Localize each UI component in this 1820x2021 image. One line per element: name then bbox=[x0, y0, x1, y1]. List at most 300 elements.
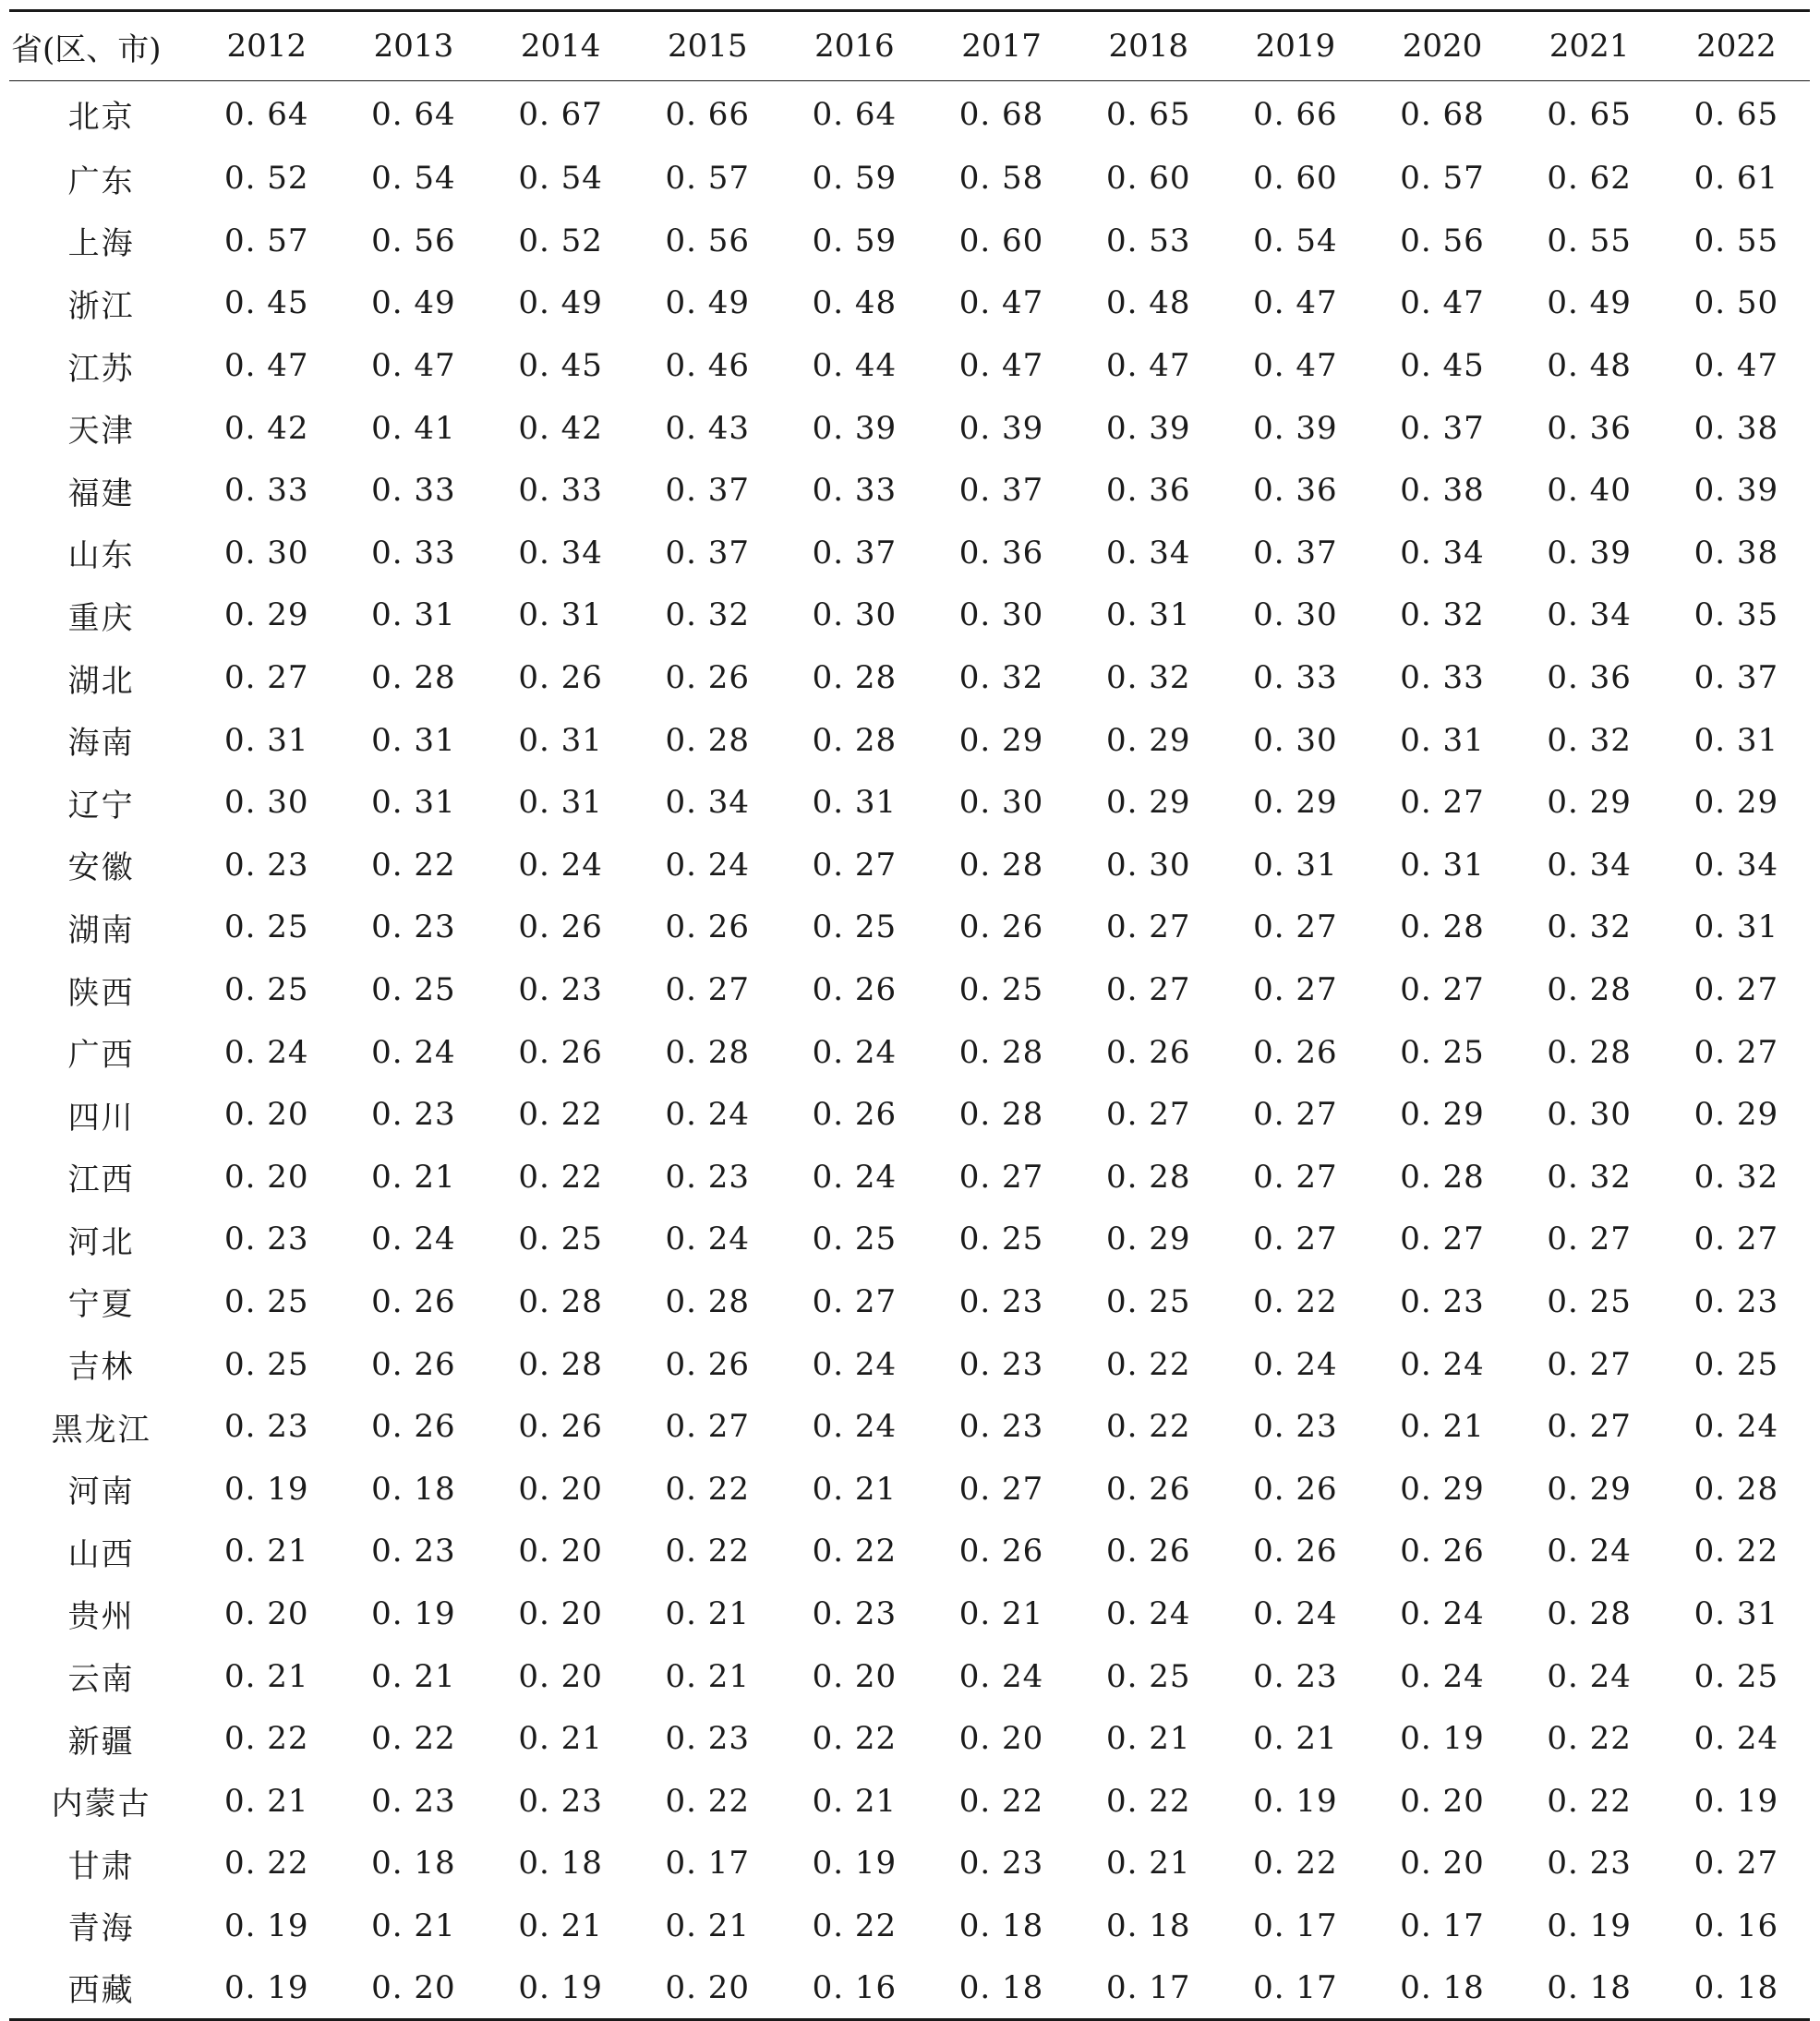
value-cell: 0. 28 bbox=[518, 1282, 603, 1320]
province-cell: 西藏 bbox=[9, 1957, 193, 2020]
value-cell: 0. 32 bbox=[1400, 596, 1485, 634]
value-cell: 0. 30 bbox=[812, 596, 898, 634]
value-cell: 0. 21 bbox=[224, 1782, 309, 1820]
value-cell: 0. 21 bbox=[665, 1594, 750, 1632]
value-cell: 0. 29 bbox=[1547, 1470, 1632, 1508]
value-cell: 0. 34 bbox=[1693, 846, 1779, 884]
province-cell: 浙江 bbox=[67, 287, 135, 325]
value-cell: 0. 21 bbox=[371, 1657, 456, 1695]
header-year: 2017 bbox=[928, 11, 1075, 81]
value-cell: 0. 28 bbox=[665, 1282, 750, 1320]
header-year: 2012 bbox=[193, 11, 340, 81]
value-cell: 0. 26 bbox=[518, 659, 603, 697]
value-cell: 0. 24 bbox=[1105, 1594, 1191, 1632]
value-cell: 0. 47 bbox=[1105, 347, 1191, 385]
value-cell: 0. 38 bbox=[1400, 472, 1485, 510]
value-cell: 0. 29 bbox=[1253, 784, 1338, 822]
value-cell: 0. 66 bbox=[1253, 95, 1338, 133]
province-cell: 江西 bbox=[67, 1161, 135, 1199]
value-cell: 0. 43 bbox=[665, 409, 750, 447]
value-cell: 0. 37 bbox=[665, 472, 750, 510]
value-cell: 0. 55 bbox=[1547, 222, 1632, 259]
province-cell: 内蒙古 bbox=[51, 1786, 151, 1823]
value-cell: 0. 28 bbox=[958, 1096, 1044, 1134]
value-cell: 0. 21 bbox=[518, 1907, 603, 1944]
province-cell: 广西 bbox=[67, 1037, 135, 1075]
table-header bbox=[9, 11, 1810, 81]
value-cell: 0. 37 bbox=[665, 534, 750, 571]
value-cell: 0. 22 bbox=[518, 1096, 603, 1134]
value-cell: 0. 19 bbox=[371, 1594, 456, 1632]
value-cell: 0. 20 bbox=[1400, 1782, 1485, 1820]
value-cell: 0. 31 bbox=[1253, 846, 1338, 884]
header-year: 2021 bbox=[1516, 11, 1663, 81]
province-cell: 甘肃 bbox=[67, 1847, 135, 1885]
value-cell: 0. 23 bbox=[371, 1533, 456, 1570]
value-cell: 0. 29 bbox=[1105, 1221, 1191, 1258]
value-cell: 0. 27 bbox=[1105, 908, 1191, 946]
value-cell: 0. 25 bbox=[224, 908, 309, 946]
value-cell: 0. 27 bbox=[224, 659, 309, 697]
value-cell: 0. 60 bbox=[1253, 160, 1338, 198]
value-cell: 0. 18 bbox=[928, 1957, 1075, 2020]
value-cell: 0. 23 bbox=[224, 1408, 309, 1446]
province-cell: 福建 bbox=[67, 475, 135, 512]
value-cell: 0. 26 bbox=[1105, 1470, 1191, 1508]
value-cell: 0. 29 bbox=[1693, 784, 1779, 822]
value-cell: 0. 22 bbox=[1105, 1345, 1191, 1383]
table-row bbox=[9, 1645, 1810, 1708]
province-cell: 四川 bbox=[67, 1099, 135, 1137]
value-cell: 0. 18 bbox=[371, 1845, 456, 1883]
value-cell: 0. 29 bbox=[1400, 1470, 1485, 1508]
province-cell: 吉林 bbox=[67, 1349, 135, 1387]
value-cell: 0. 16 bbox=[1693, 1907, 1779, 1944]
value-cell: 0. 29 bbox=[1693, 1096, 1779, 1134]
value-cell: 0. 28 bbox=[1547, 971, 1632, 1009]
header-year: 2018 bbox=[1075, 11, 1222, 81]
table-row bbox=[9, 1083, 1810, 1146]
value-cell: 0. 56 bbox=[665, 222, 750, 259]
value-cell: 0. 24 bbox=[518, 846, 603, 884]
value-cell: 0. 28 bbox=[958, 846, 1044, 884]
value-cell: 0. 36 bbox=[1105, 472, 1191, 510]
value-cell: 0. 29 bbox=[1105, 784, 1191, 822]
value-cell: 0. 25 bbox=[958, 971, 1044, 1009]
value-cell: 0. 60 bbox=[1105, 160, 1191, 198]
value-cell: 0. 27 bbox=[1693, 1845, 1779, 1883]
province-cell: 海南 bbox=[67, 725, 135, 763]
value-cell: 0. 57 bbox=[224, 222, 309, 259]
value-cell: 0. 22 bbox=[371, 1720, 456, 1758]
province-cell: 青海 bbox=[67, 1910, 135, 1948]
value-cell: 0. 47 bbox=[1253, 284, 1338, 322]
value-cell: 0. 39 bbox=[812, 409, 898, 447]
value-cell: 0. 27 bbox=[1253, 1221, 1338, 1258]
province-cell: 山东 bbox=[67, 537, 135, 575]
value-cell: 0. 24 bbox=[665, 1221, 750, 1258]
value-cell: 0. 26 bbox=[665, 659, 750, 697]
value-cell: 0. 23 bbox=[1253, 1408, 1338, 1446]
value-cell: 0. 27 bbox=[1400, 784, 1485, 822]
value-cell: 0. 31 bbox=[371, 784, 456, 822]
value-cell: 0. 53 bbox=[1105, 222, 1191, 259]
value-cell: 0. 22 bbox=[812, 1533, 898, 1570]
value-cell: 0. 20 bbox=[518, 1594, 603, 1632]
value-cell: 0. 27 bbox=[1693, 971, 1779, 1009]
value-cell: 0. 28 bbox=[1547, 1033, 1632, 1071]
value-cell: 0. 21 bbox=[812, 1782, 898, 1820]
value-cell: 0. 37 bbox=[1693, 659, 1779, 697]
value-cell: 0. 22 bbox=[224, 1720, 309, 1758]
province-cell: 云南 bbox=[67, 1661, 135, 1699]
value-cell: 0. 28 bbox=[518, 1345, 603, 1383]
value-cell: 0. 25 bbox=[1693, 1657, 1779, 1695]
value-cell: 0. 32 bbox=[1693, 1158, 1779, 1196]
value-cell: 0. 26 bbox=[958, 908, 1044, 946]
province-cell: 广东 bbox=[67, 162, 135, 200]
value-cell: 0. 23 bbox=[958, 1345, 1044, 1383]
value-cell: 0. 28 bbox=[1693, 1470, 1779, 1508]
value-cell: 0. 31 bbox=[371, 596, 456, 634]
value-cell: 0. 31 bbox=[1693, 1594, 1779, 1632]
value-cell: 0. 61 bbox=[1693, 160, 1779, 198]
value-cell: 0. 32 bbox=[665, 596, 750, 634]
value-cell: 0. 41 bbox=[371, 409, 456, 447]
value-cell: 0. 26 bbox=[812, 971, 898, 1009]
value-cell: 0. 45 bbox=[518, 347, 603, 385]
value-cell: 0. 49 bbox=[1547, 284, 1632, 322]
value-cell: 0. 27 bbox=[812, 1282, 898, 1320]
value-cell: 0. 24 bbox=[1693, 1720, 1779, 1758]
value-cell: 0. 20 bbox=[224, 1096, 309, 1134]
value-cell: 0. 31 bbox=[1693, 908, 1779, 946]
value-cell: 0. 57 bbox=[1400, 160, 1485, 198]
value-cell: 0. 28 bbox=[1400, 908, 1485, 946]
value-cell: 0. 22 bbox=[1253, 1845, 1338, 1883]
value-cell: 0. 19 bbox=[488, 1957, 634, 2020]
table-row bbox=[9, 834, 1810, 896]
value-cell: 0. 33 bbox=[224, 472, 309, 510]
value-cell: 0. 59 bbox=[812, 222, 898, 259]
value-cell: 0. 31 bbox=[224, 721, 309, 759]
value-cell: 0. 33 bbox=[1253, 659, 1338, 697]
value-cell: 0. 45 bbox=[224, 284, 309, 322]
value-cell: 0. 25 bbox=[1400, 1033, 1485, 1071]
table-row bbox=[9, 1895, 1810, 1957]
value-cell: 0. 25 bbox=[1547, 1282, 1632, 1320]
province-cell: 陕西 bbox=[67, 974, 135, 1012]
value-cell: 0. 34 bbox=[665, 784, 750, 822]
value-cell: 0. 23 bbox=[958, 1408, 1044, 1446]
value-cell: 0. 25 bbox=[812, 908, 898, 946]
value-cell: 0. 17 bbox=[1253, 1907, 1338, 1944]
value-cell: 0. 20 bbox=[1400, 1845, 1485, 1883]
value-cell: 0. 27 bbox=[958, 1470, 1044, 1508]
table-row bbox=[9, 1021, 1810, 1084]
value-cell: 0. 20 bbox=[224, 1594, 309, 1632]
value-cell: 0. 23 bbox=[1547, 1845, 1632, 1883]
value-cell: 0. 34 bbox=[1105, 534, 1191, 571]
table-row bbox=[9, 1957, 1810, 2020]
value-cell: 0. 27 bbox=[1400, 971, 1485, 1009]
value-cell: 0. 52 bbox=[224, 160, 309, 198]
header-year: 2019 bbox=[1222, 11, 1368, 81]
value-cell: 0. 21 bbox=[665, 1907, 750, 1944]
province-cell: 宁夏 bbox=[67, 1286, 135, 1324]
value-cell: 0. 23 bbox=[371, 1782, 456, 1820]
table-row bbox=[9, 896, 1810, 959]
value-cell: 0. 32 bbox=[958, 659, 1044, 697]
value-cell: 0. 59 bbox=[812, 160, 898, 198]
value-cell: 0. 48 bbox=[812, 284, 898, 322]
value-cell: 0. 23 bbox=[1693, 1282, 1779, 1320]
value-cell: 0. 21 bbox=[518, 1720, 603, 1758]
header-year: 2015 bbox=[634, 11, 781, 81]
value-cell: 0. 24 bbox=[812, 1033, 898, 1071]
value-cell: 0. 25 bbox=[518, 1221, 603, 1258]
table-row bbox=[9, 1333, 1810, 1396]
value-cell: 0. 39 bbox=[1547, 534, 1632, 571]
value-cell: 0. 17 bbox=[1400, 1907, 1485, 1944]
value-cell: 0. 19 bbox=[1400, 1720, 1485, 1758]
value-cell: 0. 24 bbox=[665, 1096, 750, 1134]
value-cell: 0. 33 bbox=[812, 472, 898, 510]
value-cell: 0. 25 bbox=[812, 1221, 898, 1258]
value-cell: 0. 25 bbox=[958, 1221, 1044, 1258]
value-cell: 0. 56 bbox=[1400, 222, 1485, 259]
value-cell: 0. 26 bbox=[958, 1533, 1044, 1570]
value-cell: 0. 66 bbox=[665, 95, 750, 133]
value-cell: 0. 27 bbox=[958, 1158, 1044, 1196]
value-cell: 0. 18 bbox=[1516, 1957, 1663, 2020]
table-row bbox=[9, 1395, 1810, 1458]
table-row bbox=[9, 584, 1810, 647]
value-cell: 0. 21 bbox=[1253, 1720, 1338, 1758]
province-cell: 辽宁 bbox=[67, 787, 135, 824]
province-cell: 安徽 bbox=[67, 849, 135, 887]
value-cell: 0. 58 bbox=[958, 160, 1044, 198]
value-cell: 0. 32 bbox=[1547, 908, 1632, 946]
value-cell: 0. 27 bbox=[1547, 1221, 1632, 1258]
value-cell: 0. 25 bbox=[1693, 1345, 1779, 1383]
value-cell: 0. 24 bbox=[958, 1657, 1044, 1695]
table-body bbox=[9, 81, 1810, 2020]
value-cell: 0. 19 bbox=[224, 1470, 309, 1508]
value-cell: 0. 29 bbox=[1547, 784, 1632, 822]
table-row bbox=[9, 1582, 1810, 1645]
table-row bbox=[9, 1833, 1810, 1895]
province-cell: 贵州 bbox=[67, 1598, 135, 1636]
value-cell: 0. 31 bbox=[518, 784, 603, 822]
value-cell: 0. 24 bbox=[371, 1221, 456, 1258]
value-cell: 0. 27 bbox=[1253, 1158, 1338, 1196]
value-cell: 0. 34 bbox=[1547, 596, 1632, 634]
value-cell: 0. 52 bbox=[518, 222, 603, 259]
table-row bbox=[9, 1209, 1810, 1271]
value-cell: 0. 26 bbox=[371, 1282, 456, 1320]
value-cell: 0. 26 bbox=[371, 1408, 456, 1446]
table-row bbox=[9, 1146, 1810, 1209]
value-cell: 0. 20 bbox=[958, 1720, 1044, 1758]
value-cell: 0. 18 bbox=[1368, 1957, 1515, 2020]
value-cell: 0. 28 bbox=[1547, 1594, 1632, 1632]
value-cell: 0. 36 bbox=[1547, 659, 1632, 697]
value-cell: 0. 27 bbox=[1693, 1221, 1779, 1258]
value-cell: 0. 17 bbox=[1222, 1957, 1368, 2020]
value-cell: 0. 21 bbox=[1400, 1408, 1485, 1446]
value-cell: 0. 20 bbox=[518, 1657, 603, 1695]
value-cell: 0. 28 bbox=[1105, 1158, 1191, 1196]
value-cell: 0. 34 bbox=[1547, 846, 1632, 884]
value-cell: 0. 68 bbox=[1400, 95, 1485, 133]
value-cell: 0. 31 bbox=[812, 784, 898, 822]
value-cell: 0. 26 bbox=[1105, 1033, 1191, 1071]
table-row bbox=[9, 1521, 1810, 1583]
value-cell: 0. 28 bbox=[812, 659, 898, 697]
value-cell: 0. 24 bbox=[371, 1033, 456, 1071]
value-cell: 0. 17 bbox=[1075, 1957, 1222, 2020]
value-cell: 0. 17 bbox=[665, 1845, 750, 1883]
value-cell: 0. 23 bbox=[224, 846, 309, 884]
province-cell: 新疆 bbox=[67, 1723, 135, 1761]
value-cell: 0. 23 bbox=[812, 1594, 898, 1632]
value-cell: 0. 26 bbox=[665, 1345, 750, 1383]
table-row bbox=[9, 771, 1810, 834]
province-cell: 河南 bbox=[67, 1474, 135, 1511]
value-cell: 0. 35 bbox=[1693, 596, 1779, 634]
value-cell: 0. 22 bbox=[1693, 1533, 1779, 1570]
value-cell: 0. 68 bbox=[958, 95, 1044, 133]
province-cell: 湖北 bbox=[67, 662, 135, 700]
value-cell: 0. 23 bbox=[958, 1282, 1044, 1320]
header-year: 2016 bbox=[781, 11, 928, 81]
value-cell: 0. 28 bbox=[1400, 1158, 1485, 1196]
value-cell: 0. 19 bbox=[1547, 1907, 1632, 1944]
value-cell: 0. 47 bbox=[958, 347, 1044, 385]
value-cell: 0. 21 bbox=[371, 1907, 456, 1944]
value-cell: 0. 30 bbox=[224, 534, 309, 571]
value-cell: 0. 20 bbox=[812, 1657, 898, 1695]
value-cell: 0. 27 bbox=[1547, 1408, 1632, 1446]
value-cell: 0. 28 bbox=[665, 1033, 750, 1071]
value-cell: 0. 21 bbox=[371, 1158, 456, 1196]
value-cell: 0. 27 bbox=[1693, 1033, 1779, 1071]
value-cell: 0. 26 bbox=[1253, 1033, 1338, 1071]
value-cell: 0. 67 bbox=[518, 95, 603, 133]
table-row bbox=[9, 522, 1810, 584]
value-cell: 0. 45 bbox=[1400, 347, 1485, 385]
table-row bbox=[9, 459, 1810, 522]
value-cell: 0. 18 bbox=[1663, 1957, 1810, 2020]
value-cell: 0. 21 bbox=[1105, 1720, 1191, 1758]
value-cell: 0. 31 bbox=[1693, 721, 1779, 759]
value-cell: 0. 24 bbox=[1253, 1594, 1338, 1632]
value-cell: 0. 26 bbox=[1105, 1533, 1191, 1570]
table-row bbox=[9, 81, 1810, 148]
value-cell: 0. 24 bbox=[1253, 1345, 1338, 1383]
value-cell: 0. 55 bbox=[1693, 222, 1779, 259]
value-cell: 0. 32 bbox=[1105, 659, 1191, 697]
value-cell: 0. 39 bbox=[1105, 409, 1191, 447]
table-row bbox=[9, 1770, 1810, 1833]
table-row bbox=[9, 272, 1810, 335]
value-cell: 0. 22 bbox=[812, 1720, 898, 1758]
value-cell: 0. 44 bbox=[812, 347, 898, 385]
value-cell: 0. 47 bbox=[1693, 347, 1779, 385]
value-cell: 0. 48 bbox=[1547, 347, 1632, 385]
value-cell: 0. 22 bbox=[665, 1470, 750, 1508]
value-cell: 0. 37 bbox=[812, 534, 898, 571]
value-cell: 0. 40 bbox=[1547, 472, 1632, 510]
value-cell: 0. 56 bbox=[371, 222, 456, 259]
table-row bbox=[9, 646, 1810, 709]
table-row bbox=[9, 958, 1810, 1021]
header-year: 2022 bbox=[1663, 11, 1810, 81]
value-cell: 0. 31 bbox=[1105, 596, 1191, 634]
value-cell: 0. 18 bbox=[518, 1845, 603, 1883]
value-cell: 0. 30 bbox=[1253, 596, 1338, 634]
value-cell: 0. 22 bbox=[224, 1845, 309, 1883]
value-cell: 0. 20 bbox=[518, 1533, 603, 1570]
value-cell: 0. 24 bbox=[1400, 1657, 1485, 1695]
value-cell: 0. 26 bbox=[665, 908, 750, 946]
value-cell: 0. 26 bbox=[518, 1408, 603, 1446]
value-cell: 0. 23 bbox=[224, 1221, 309, 1258]
value-cell: 0. 39 bbox=[1253, 409, 1338, 447]
value-cell: 0. 36 bbox=[1253, 472, 1338, 510]
value-cell: 0. 23 bbox=[518, 971, 603, 1009]
value-cell: 0. 25 bbox=[224, 1345, 309, 1383]
value-cell: 0. 29 bbox=[1105, 721, 1191, 759]
value-cell: 0. 47 bbox=[224, 347, 309, 385]
value-cell: 0. 29 bbox=[1400, 1096, 1485, 1134]
value-cell: 0. 28 bbox=[371, 659, 456, 697]
value-cell: 0. 42 bbox=[224, 409, 309, 447]
province-cell: 天津 bbox=[67, 413, 135, 451]
value-cell: 0. 27 bbox=[1253, 1096, 1338, 1134]
table-row bbox=[9, 1707, 1810, 1770]
value-cell: 0. 31 bbox=[518, 721, 603, 759]
value-cell: 0. 26 bbox=[1253, 1470, 1338, 1508]
value-cell: 0. 27 bbox=[1400, 1221, 1485, 1258]
province-cell: 上海 bbox=[67, 225, 135, 263]
value-cell: 0. 23 bbox=[665, 1720, 750, 1758]
value-cell: 0. 31 bbox=[371, 721, 456, 759]
value-cell: 0. 30 bbox=[224, 784, 309, 822]
value-cell: 0. 20 bbox=[340, 1957, 487, 2020]
value-cell: 0. 34 bbox=[1400, 534, 1485, 571]
value-cell: 0. 65 bbox=[1105, 95, 1191, 133]
value-cell: 0. 24 bbox=[224, 1033, 309, 1071]
table-row bbox=[9, 397, 1810, 460]
value-cell: 0. 26 bbox=[812, 1096, 898, 1134]
value-cell: 0. 31 bbox=[1400, 721, 1485, 759]
table-row bbox=[9, 210, 1810, 272]
value-cell: 0. 29 bbox=[958, 721, 1044, 759]
value-cell: 0. 37 bbox=[958, 472, 1044, 510]
value-cell: 0. 27 bbox=[1253, 908, 1338, 946]
value-cell: 0. 22 bbox=[958, 1782, 1044, 1820]
table-row bbox=[9, 148, 1810, 211]
value-cell: 0. 22 bbox=[1105, 1782, 1191, 1820]
province-cell: 湖南 bbox=[67, 911, 135, 949]
value-cell: 0. 27 bbox=[665, 971, 750, 1009]
value-cell: 0. 24 bbox=[1547, 1533, 1632, 1570]
header-row bbox=[9, 11, 1810, 81]
value-cell: 0. 24 bbox=[1400, 1594, 1485, 1632]
value-cell: 0. 27 bbox=[1105, 971, 1191, 1009]
